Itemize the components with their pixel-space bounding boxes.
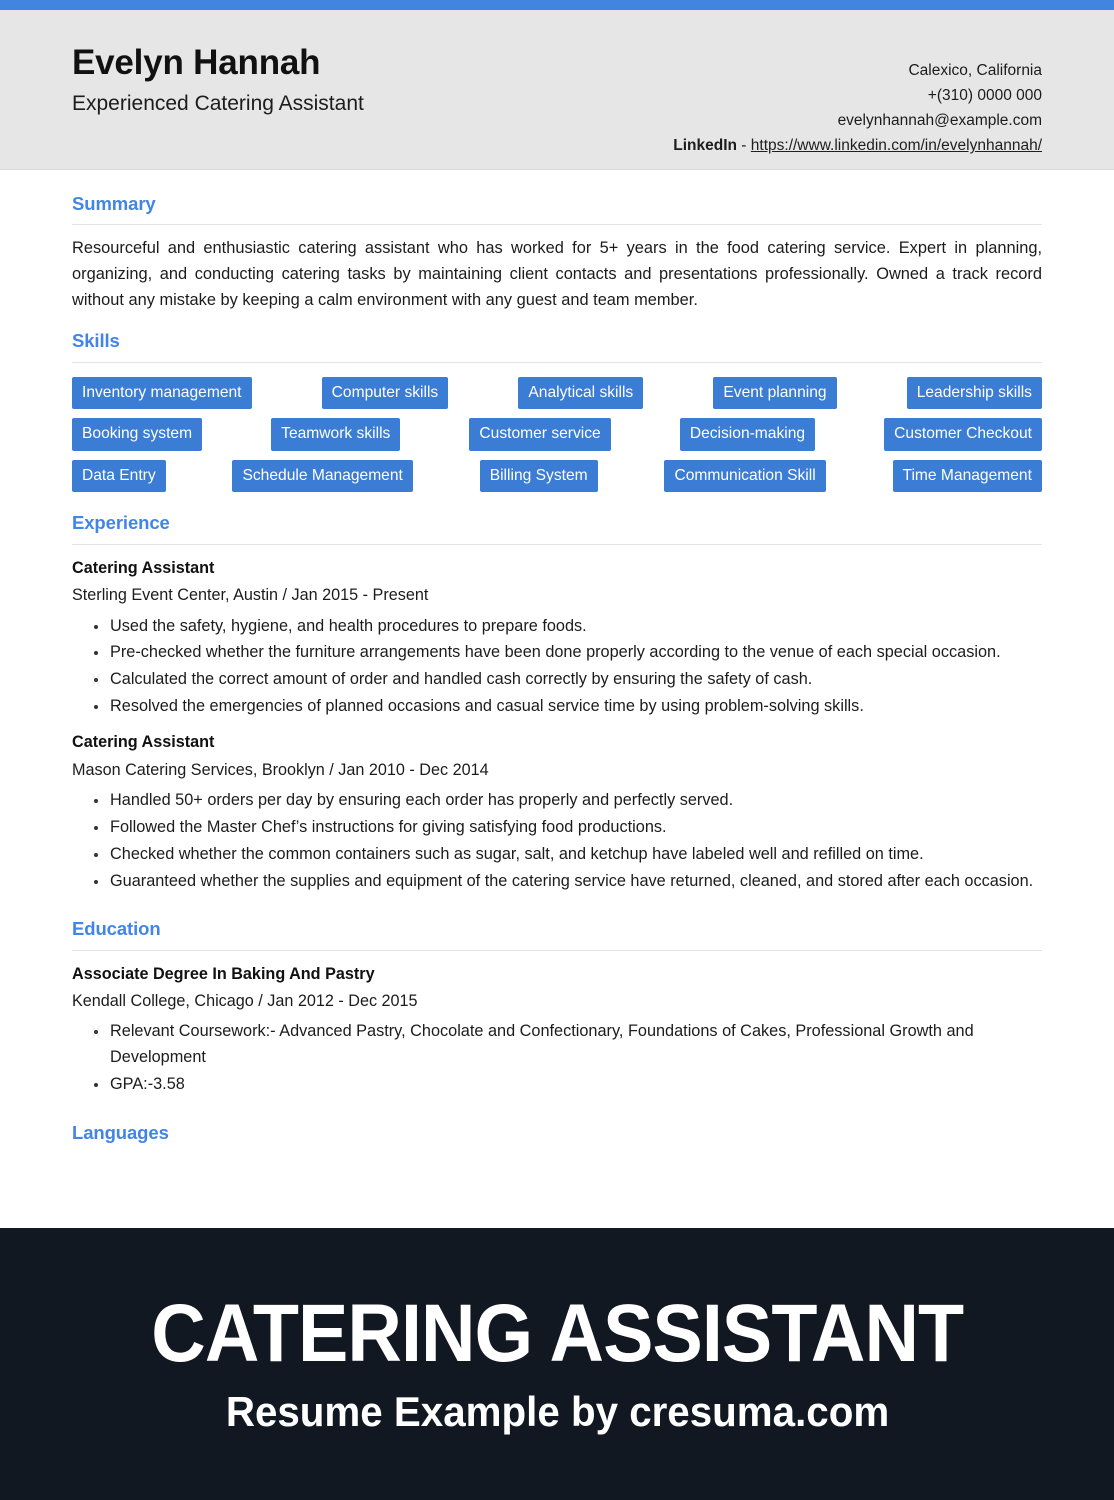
section-title-education: Education — [72, 918, 161, 940]
entry-bullet-list — [72, 1019, 1042, 1097]
resume-header — [0, 10, 1114, 170]
education-entry-list — [72, 964, 1042, 1098]
skill-tag: Event planning — [713, 377, 836, 410]
banner-subtitle: Resume Example by cresuma.com — [225, 1387, 889, 1435]
top-accent-bar — [0, 0, 1114, 10]
entry-meta: Sterling Event Center, Austin / Jan 2015 - Present — [72, 585, 429, 604]
entry-title: Catering Assistant — [72, 733, 215, 752]
contact-location: Calexico, California — [908, 62, 1042, 79]
skill-tag: Schedule Management — [232, 460, 412, 493]
skill-tag: Booking system — [72, 418, 202, 451]
linkedin-label: LinkedIn — [673, 137, 737, 155]
skill-tag: Leadership skills — [907, 377, 1042, 410]
skill-tag: Inventory management — [72, 377, 252, 410]
header-identity — [72, 36, 364, 116]
entry-meta: Kendall College, Chicago / Jan 2012 - Dec 2015 — [72, 991, 418, 1010]
entry-bullet: Relevant Coursework:- Advanced Pastry, Chocolate and Confectionary, Foundations of Cakes, Professional Growth and Development — [94, 1019, 1042, 1070]
experience-entry-list — [72, 558, 1042, 895]
section-summary — [72, 193, 1042, 313]
section-experience — [72, 512, 1042, 894]
candidate-name: Evelyn Hannah — [72, 43, 321, 82]
contact-info — [673, 36, 1042, 158]
contact-linkedin — [673, 133, 1042, 158]
promo-banner — [0, 1228, 1114, 1500]
section-title-summary: Summary — [72, 193, 156, 214]
section-title-skills: Skills — [72, 330, 120, 352]
section-divider — [72, 224, 1042, 225]
skill-tag: Decision-making — [680, 418, 815, 451]
skills-tag-list — [72, 377, 1042, 493]
contact-phone: +(310) 0000 000 — [927, 87, 1042, 105]
skill-tag: Teamwork skills — [271, 418, 400, 451]
entry-bullet: Calculated the correct amount of order and handled cash correctly by ensuring the safety of cash. — [94, 667, 1042, 693]
section-divider — [72, 544, 1042, 545]
skill-tag: Analytical skills — [518, 377, 643, 410]
section-divider — [72, 362, 1042, 363]
section-title-languages: Languages — [72, 1121, 169, 1143]
skill-tag: Customer service — [469, 418, 610, 451]
skill-row — [72, 377, 1042, 410]
section-languages — [72, 1122, 1042, 1144]
entry-bullet: Guaranteed whether the supplies and equipment of the catering service have returned, cleaned, and stored after each occasion. — [94, 869, 1042, 895]
entry-title: Catering Assistant — [72, 558, 215, 577]
skill-row — [72, 460, 1042, 493]
summary-paragraph: Resourceful and enthusiastic catering assistant who has worked for 5+ years in the food catering service. Expert in planning, organizing, and conducting catering tasks by maintaining client contacts and presentations professionally. Owned a track record without any mistake by keeping a calm environment with any guest and team member. — [72, 239, 1042, 309]
entry-bullet: Checked whether the common containers such as sugar, salt, and ketchup have labeled well and refilled on time. — [94, 842, 1042, 868]
entry-title: Associate Degree In Baking And Pastry — [72, 964, 375, 983]
skill-row — [72, 418, 1042, 451]
entry-bullet: Pre-checked whether the furniture arrangements have been done properly according to the venue of each special occasion. — [94, 640, 1042, 666]
section-title-experience: Experience — [72, 512, 170, 534]
contact-email: evelynhannah@example.com — [837, 112, 1042, 130]
skill-tag: Computer skills — [322, 377, 449, 410]
candidate-job-title: Experienced Catering Assistant — [72, 91, 364, 115]
section-skills — [72, 330, 1042, 492]
skill-tag: Customer Checkout — [884, 418, 1042, 451]
entry-bullet: Used the safety, hygiene, and health procedures to prepare foods. — [94, 614, 1042, 640]
entry-bullet: Handled 50+ orders per day by ensuring each order has properly and perfectly served. — [94, 788, 1042, 814]
resume-entry — [72, 732, 1042, 894]
entry-bullet: Resolved the emergencies of planned occasions and casual service time by using problem-solving skills. — [94, 694, 1042, 720]
entry-bullet-list — [72, 788, 1042, 894]
entry-meta: Mason Catering Services, Brooklyn / Jan 2010 - Dec 2014 — [72, 760, 489, 779]
entry-bullet-list — [72, 614, 1042, 720]
skill-tag: Data Entry — [72, 460, 166, 493]
section-divider — [72, 950, 1042, 951]
linkedin-separator: - — [737, 137, 751, 155]
skill-tag: Time Management — [893, 460, 1042, 493]
banner-title: CATERING ASSISTANT — [151, 1287, 963, 1379]
resume-entry — [72, 558, 1042, 720]
entry-bullet: GPA:-3.58 — [94, 1072, 1042, 1098]
entry-bullet: Followed the Master Chef’s instructions for giving satisfying food productions. — [94, 815, 1042, 841]
resume-entry — [72, 964, 1042, 1098]
linkedin-url-link[interactable]: https://www.linkedin.com/in/evelynhannah/ — [750, 137, 1042, 155]
skill-tag: Communication Skill — [664, 460, 825, 493]
section-education — [72, 918, 1042, 1097]
skill-tag: Billing System — [480, 460, 598, 493]
resume-body — [0, 170, 1114, 1144]
